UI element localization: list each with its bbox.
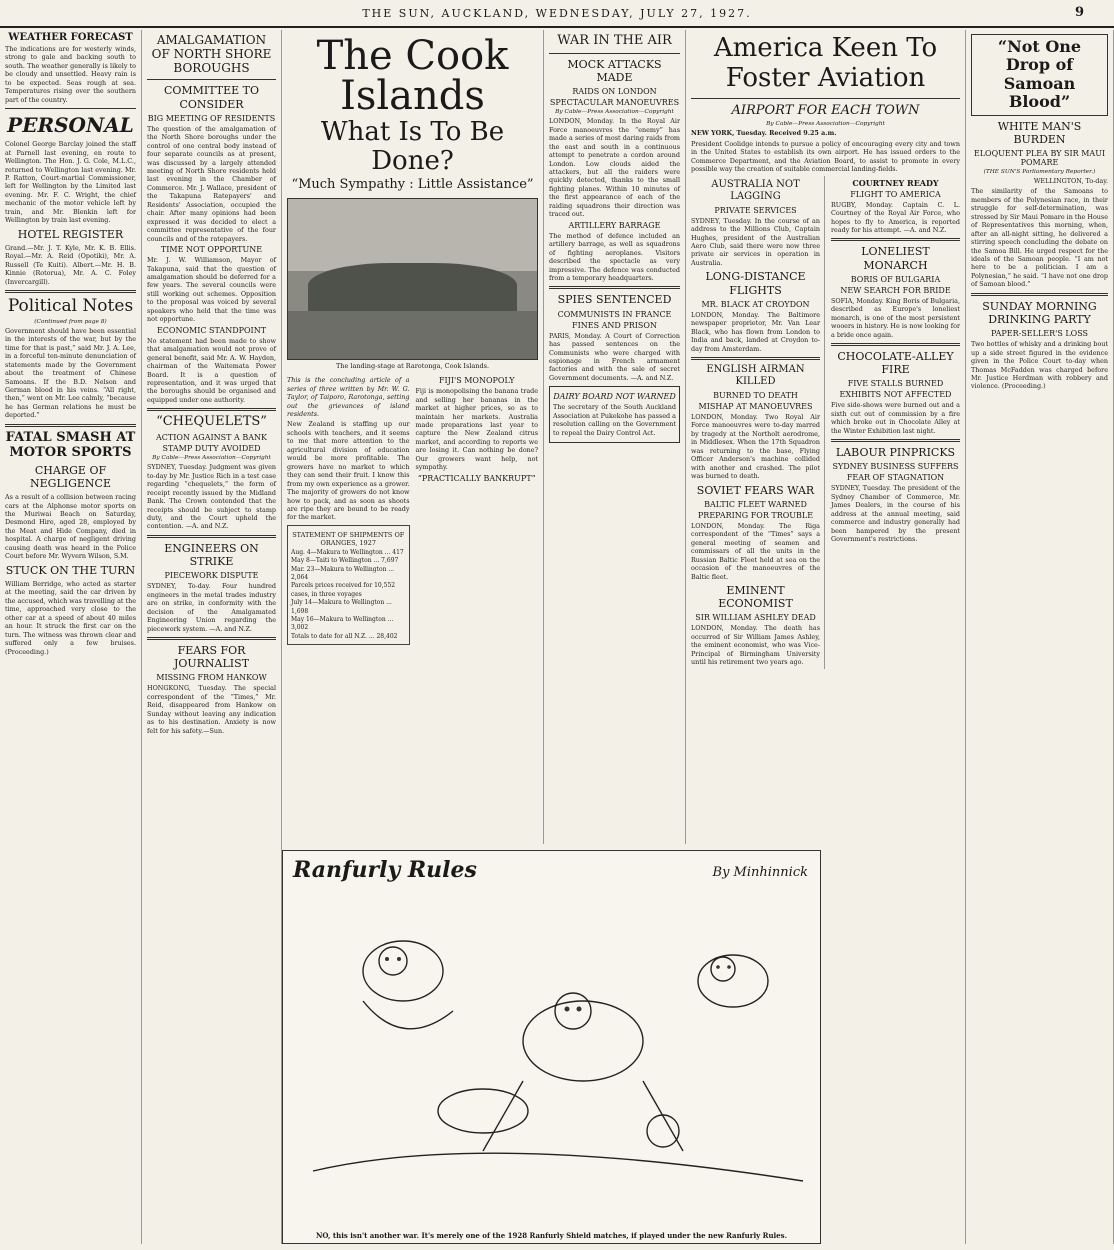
stuck-on-turn-heading: STUCK ON THE TURN — [5, 563, 136, 577]
page-number: 9 — [1074, 5, 1084, 20]
fatal-smash-heading: FATAL SMASH AT MOTOR SPORTS — [5, 429, 136, 460]
war-in-air-text: LONDON, Monday. In the Royal Air Force manoeuvres the “enemy” has made a series of most daring raids from the east and south in a continuous attempt to penetrate a cordon around London. Low clouds aided the attackers, but all the raiders were quickly detected, thanks to the small fighting planes. Within 10 minutes of the first appearance of each of the raiding squadrons their direction was traced out. — [549, 117, 680, 219]
political-notes-text: Government should have been essential in the interests of the war, but by the time for that is past,” said Mr. J. A. Lee, in a forceful ten-minute denunciation of statements made by the Government about the treatment of Chinese Samoans. If the B.D. Nelson and German blood in his veins. “All right, then,” went on Mr. Lee calmly, “because he has German relations he must be deported.” — [5, 326, 136, 420]
loneliest-monarch-text: SOFIA, Monday. King Boris of Bulgaria, described as Europe's loneliest monarch, is one of the most persistent wooers in history. He is now looking for a bride once again. — [831, 296, 960, 339]
labour-pinpricks-text: SYDNEY, Tuesday. The president of the Sydney Chamber of Commerce, Mr. James Dealers, in the course of his address at the annual meeting, said commerce and industry generally had been hampered by the present Government's restrictions. — [831, 484, 960, 544]
cartoon-drawing — [283, 891, 820, 1221]
weather-text: The indications are for westerly winds, strong to gale and backing south to south. The weather generally is likely to be cloudy and unsettled. Heavy rain is to be expected. Seas rough at sea. Temperatures rising over the southern part of the country. — [5, 45, 136, 104]
australia-sub: PRIVATE SERVICES — [714, 205, 797, 215]
hotel-register-heading: HOTEL REGISTER — [17, 227, 124, 241]
column-6 — [966, 30, 1114, 1244]
samoan-dateline: WELLINGTON, To-day. — [1033, 176, 1108, 185]
labour-pinpricks-sub2: FEAR OF STAGNATION — [846, 473, 945, 483]
english-airman-text: LONDON, Monday. Two Royal Air Force manoeuvres were to-day marred by tragedy at the Northolt aerodrome, in Middlesex. When the 17th Squadron was returning to the base, Flying Officer Anderson's machine collided with another and crashed. The pilot was burned to death. — [691, 413, 820, 481]
amalgamation-text: The question of the amalgamation of the North Shore boroughs under the control of one central body instead of four separate councils as at present, was discussed by a largely attended meeting of North Shore residents held last evening in the Chamber of Commerce. Mr. J. Wallace, president of the Takapuna Ratepayers' and Residents' Association, occupied the chair. After many opinions had been expressed it was decided to elect a committee representative of the four councils and of the ratepayers. — [147, 124, 276, 243]
courtney-text: RUGBY, Monday. Captain C. L. Courtney of the Royal Air Force, who hopes to fly to America, is reported ready for his attempt. —A. and N.Z. — [831, 200, 960, 234]
chequelets-sub: ACTION AGAINST A BANK — [156, 433, 267, 443]
spies-sentenced-sub2: FINES AND PRISON — [572, 320, 657, 330]
artillery-barrage-text: The method of defence included an artillery barrage, as well as squadrons of fighting aeroplanes. Visitors described the spectacle as very impressive. The defence was conducted from a temporary headquarters. — [549, 231, 680, 283]
shipment-row: May 16—Makura to Wellington ... 3,002 — [291, 616, 394, 632]
fiji-monopoly-heading: FIJI'S MONOPOLY — [438, 376, 515, 386]
column-3 — [282, 30, 544, 844]
english-airman-sub: BURNED TO DEATH — [713, 391, 798, 400]
loneliest-monarch-sub: BORIS OF BULGARIA — [850, 274, 941, 284]
war-in-air-sub3: SPECTACULAR MANOEUVRES — [549, 98, 680, 108]
chequelets-text: SYDNEY, Tuesday. Judgment was given to-day by Mr. Justice Rich in a test case regarding “chequelets,” the form of receipt recently issued by the Midland Bank. The Crown contended that the receipts should be subject to stamp duty, and the Court upheld the contention. —A. and N.Z. — [147, 463, 276, 531]
photo-caption: The landing-stage at Rarotonga, Cook Islands. — [335, 362, 490, 371]
fears-journalist-heading: FEARS FOR JOURNALIST — [173, 644, 250, 671]
english-airman-sub2: MISHAP AT MANOEUVRES — [698, 402, 813, 411]
america-credit: By Cable—Press Association—Copyright — [766, 121, 885, 128]
soviet-fears-sub: BALTIC FLEET WARNED — [704, 499, 807, 509]
amalgamation-sub: COMMITTEE TO CONSIDER — [163, 84, 260, 111]
chequelets-sub2: STAMP DUTY AVOIDED — [162, 444, 261, 454]
fears-journalist-text: HONGKONG, Tuesday. The special correspondent of the “Times,” Mr. Reid, disappeared from Hankow on Sunday without leaving any indication as to his destination. Anxiety is now felt for his safety.—Sun. — [147, 684, 276, 735]
column-4 — [544, 30, 686, 844]
engineers-strike-heading: ENGINEERS ON STRIKE — [164, 541, 259, 569]
cook-islands-title: The Cook Islands — [316, 33, 509, 119]
political-notes-sub: (Continued from page 8) — [34, 318, 107, 325]
dairy-board-box — [549, 386, 680, 443]
sunday-drinking-sub: PAPER-SELLER'S LOSS — [990, 329, 1089, 339]
australia-heading: AUSTRALIA NOT LAGGING — [711, 178, 800, 202]
war-in-air-heading: WAR IN THE AIR — [557, 33, 672, 48]
column-2 — [142, 30, 282, 1244]
masthead-title: THE SUN, AUCKLAND, WEDNESDAY, JULY 27, 1927. — [362, 6, 752, 20]
amalgamation-sub2: BIG MEETING OF RESIDENTS — [147, 113, 276, 123]
cook-islands-intro: This is the concluding article of a series of three written by Mr. W. G. Taylor, of Taiporo, Rarotonga, setting out the grievances of island residents. — [287, 376, 410, 418]
white-mans-burden-sub: WHITE MAN'S BURDEN — [997, 119, 1082, 146]
samoan-blood-box — [971, 34, 1108, 116]
chequelets-heading: “CHEQUELETS” — [156, 414, 267, 430]
economic-standpoint-text: No statement had been made to show that amalgamation would not prove of general benefit, said Mr. A. W. Hayden, chairman of the Waitemata Power Board. It is a question of representation, and it was urged that the boroughs should be organised and equipped under one authority. — [147, 336, 276, 404]
war-in-air-sub2: RAIDS ON LONDON — [572, 87, 657, 97]
shipments-title: STATEMENT OF SHIPMENTS OF ORANGES, 1927 — [292, 530, 405, 547]
fatal-smash-text: As a result of a collision between racing cars at the Alphonse motor sports on the Muriwai Beach on Saturday, Desmond Hire, aged 28, employed by the Meat and Hide Company, died in hospital. A charge of negligent driving causing death was heard in the Police Court before Mr. Wyvern Wilson, S.M. — [5, 493, 136, 561]
column-1 — [0, 30, 142, 1244]
chequelets-credit: By Cable—Press Association—Copyright — [152, 455, 271, 462]
cook-islands-subtitle: What Is To Be Done? — [320, 117, 505, 176]
fears-journalist-sub: MISSING FROM HANKOW — [156, 673, 267, 683]
spies-sentenced-heading: SPIES SENTENCED — [557, 293, 672, 307]
shipment-row: Parcels prices received for 10,552 cases, in three voyages — [291, 582, 396, 598]
shipment-row: May 8—Taiti to Wellington ... 7,697 — [291, 557, 399, 565]
labour-pinpricks-sub: SYDNEY BUSINESS SUFFERS — [832, 462, 959, 472]
long-distance-heading: LONG-DISTANCE FLIGHTS — [705, 270, 806, 297]
spies-sentenced-sub: COMMUNISTS IN FRANCE — [557, 309, 672, 319]
engineers-strike-text: SYDNEY, To-day. Four hundred engineers in the metal trades industry are on strike, in conformity with the decision of the Amalgamated Engineering Union regarding the piecework system. —A. and N.Z. — [147, 582, 276, 633]
practically-bankrupt-heading: “PRACTICALLY BANKRUPT” — [417, 473, 536, 483]
courtney-heading: COURTNEY READY — [852, 177, 939, 188]
samoan-blood-heading: “Not One Drop of Samoan Blood” — [997, 37, 1082, 112]
stuck-on-turn-text: William Berridge, who acted as starter at the meeting, said the car driven by the accused, which was travelling at the time, approached very close to the other car at a speed of about 40 miles an hour. It struck the first car on the turn. The witness was thrown clear and suffered only a few bruises. (Proceeding.) — [5, 579, 136, 656]
shipment-row: July 14—Makura to Wellington ... 1,698 — [291, 599, 392, 615]
cartoon-caption: NO, this isn't another war. It's merely one of the 1928 Ranfurly Shield matches, if played under the new Ranfurly Rules. — [315, 1231, 788, 1240]
soviet-fears-text: LONDON, Monday. The Riga correspondent of the “Times” says a general meeting of seamen and commissars of all the units in the Russian Baltic Fleet held at sea on the occasion of the manoeuvres of the Baltic fleet. — [691, 521, 820, 581]
australia-text: SYDNEY, Tuesday. In the course of an address to the Millions Club, Captain Hughes, president of the Australian Aero Club, said there were now three private air services in operation in Australia. — [691, 216, 820, 267]
economic-standpoint-heading: ECONOMIC STANDPOINT — [156, 325, 267, 335]
chocolate-alley-text: Five side-shows were burned out and a sixth cut out of commission by a fire which broke out in Chocolate Alley at the Winter Exhibition last night. — [831, 401, 960, 435]
eminent-economist-text: LONDON, Monday. The death has occurred of Sir William James Ashley, the eminent economist, who was Vice-Principal of Birmingham University until his retirement two years ago. — [691, 624, 820, 667]
hotel-register-text: Grand.—Mr. J. T. Kyle, Mr. K. B. Ellis. Royal.—Mr. A. Reid (Opotiki), Mr. A. Russell (Te Kuiti). Albert.—Mr. H. B. Kinnie (Rotorua), Mr. A. C. Foley (Invercargill). — [5, 243, 136, 286]
dairy-board-heading: DAIRY BOARD NOT WARNED — [553, 392, 676, 402]
time-not-opportune-text: Mr. J. W. Williamson, Mayor of Takapuna, said that the question of amalgamation should be deferred for a few years. The several councils were still working out schemes. Opposition to the proposal was voiced by several speakers who held that the time was not opportune. — [147, 256, 276, 324]
cook-islands-kicker: “Much Sympathy : Little Assistance” — [291, 177, 534, 193]
war-in-air-sub: MOCK ATTACKS MADE — [567, 57, 662, 85]
rarotonga-photo — [287, 198, 538, 360]
shipment-row: Mar. 23—Makura to Wellington ... 2,064 — [291, 565, 395, 582]
time-not-opportune-heading: TIME NOT OPPORTUNE — [160, 245, 263, 255]
samoan-text: The similarity of the Samoans to members of the Polynesian race, in their struggle for self-determination, was stressed by Sir Maui Pomare in the House of Representatives this morning, when, after an all-night sitting, he delivered a stirring speech concluding the debate on the Samoa Bill. He urged respect for the ideals of the Samoan people. “I am not here to be a politician. I am a Polynesian,” he said. “I have not one drop of Samoan blood.” — [971, 187, 1108, 289]
labour-pinpricks-heading: LABOUR PINPRICKS — [835, 446, 956, 460]
chocolate-alley-sub: FIVE STALLS BURNED — [847, 379, 944, 389]
loneliest-monarch-sub2: NEW SEARCH FOR BRIDE — [840, 285, 951, 295]
courtney-sub: FLIGHT TO AMERICA — [850, 189, 941, 199]
cook-islands-text-1: New Zealand is staffing up our schools with teachers, and it seems to me that more attention to the agricultural division of education would be more profitable. The growers have no market to which they can send their fruit. I know this from my own experience as a grower. The majority of growers do not know how to pack, and as soon as shoots are ripe they are bound to be ready for the market. — [287, 420, 410, 522]
personal-text: Colonel George Barclay joined the staff at Parnell last evening, en route to Wellington. The Hon. J. G. Cole, M.L.C., returned to Wellington last evening. Mr. P. Ratton, Court-martial Commissioner, left for Wellington by the Limited last evening. Mr. F. C. Wright, the chief mechanic of the motor vehicle left by train, and Mr. Blenkin left for Wellington by train last evening. — [5, 140, 136, 225]
dairy-board-text: The secretary of the South Auckland Association at Pukekohe has passed a resolution calling on the Government to repeal the Dairy Control Act. — [553, 403, 676, 437]
masthead — [0, 0, 1114, 28]
america-text: President Coolidge intends to pursue a policy of encouraging every city and town in the United States to establish its own airport. He has issued orders to the Commerce Department, and the Aviation Board, to assist to promote in every possible way the creation of suitable commercial landing-fields. — [691, 139, 960, 174]
loneliest-monarch-heading: LONELIEST MONARCH — [861, 245, 930, 272]
shipment-row: Aug. 4—Makura to Wellington ... 417 — [291, 548, 404, 556]
political-notes-heading: Political Notes — [7, 296, 134, 317]
shipments-table — [287, 525, 410, 645]
america-dateline: NEW YORK, Tuesday. Received 9.25 a.m. — [691, 129, 837, 138]
chocolate-alley-heading: CHOCOLATE-ALLEY FIRE — [837, 350, 954, 377]
sunday-drinking-text: Two bottles of whisky and a drinking bout up a side street figured in the evidence given in the Police Court to-day when Thomas McFadden was charged before Mr. Justice Herdman with robbery and violence. (Proceeding.) — [971, 340, 1108, 391]
engineers-strike-sub: PIECEWORK DISPUTE — [164, 571, 259, 581]
ranfurly-cartoon — [282, 850, 821, 1244]
spies-sentenced-text: PARIS, Monday. A Court of Correction has passed sentences on the Communists who were charged with espionage in French armament factories and with the sale of secret Government documents. —A. and N.Z. — [549, 331, 680, 382]
english-airman-heading: ENGLISH AIRMAN KILLED — [706, 364, 805, 387]
shipment-row: Totals to date for all N.Z. ... 28,402 — [291, 632, 398, 640]
airport-each-town-sub: AIRPORT FOR EACH TOWN — [731, 102, 920, 118]
cartoon-byline: By Minhinnick — [712, 865, 808, 880]
cook-islands-text-2: Fiji is monopolising the banana trade and selling her bananas in the market at higher prices, so as to maintain her markets. Australia made preparations last year to capture the New Zealand citrus market, and according to reports we are losing it. Can nothing be done? Our growers want help, not sympathy. — [415, 387, 538, 472]
eminent-economist-sub: SIR WILLIAM ASHLEY DEAD — [695, 613, 816, 623]
america-aviation-heading: America Keen To Foster Aviation — [713, 33, 938, 93]
personal-heading: PERSONAL — [7, 113, 134, 138]
fatal-smash-sub: CHARGE OF NEGLIGENCE — [30, 463, 111, 490]
weather-forecast-heading: WEATHER FORECAST — [8, 32, 133, 43]
samoan-credit: (THE SUN'S Parliamentary Reporter.) — [983, 168, 1096, 175]
chocolate-alley-sub2: EXHIBITS NOT AFFECTED — [839, 390, 952, 400]
eminent-economist-heading: EMINENT ECONOMIST — [718, 583, 793, 611]
cartoon-title: Ranfurly Rules — [293, 857, 477, 883]
soviet-fears-heading: SOVIET FEARS WAR — [696, 483, 815, 497]
amalgamation-heading: AMALGAMATION OF NORTH SHORE BOROUGHS — [151, 33, 272, 75]
soviet-fears-sub2: PREPARING FOR TROUBLE — [697, 510, 814, 520]
long-distance-text: LONDON, Monday. The Baltimore newspaper proprietor, Mr. Van Lear Black, who has flown from London to India and back, landed at Croydon to-day from Amsterdam. — [691, 310, 820, 353]
sunday-drinking-heading: SUNDAY MORNING DRINKING PARTY — [982, 299, 1097, 327]
long-distance-sub: MR. BLACK AT CROYDON — [701, 299, 810, 309]
artillery-barrage-heading: ARTILLERY BARRAGE — [568, 220, 661, 230]
war-in-air-credit: By Cable—Press Association—Copyright — [555, 109, 674, 116]
eloquent-plea-sub: ELOQUENT PLEA BY SIR MAUI POMARE — [973, 148, 1106, 167]
